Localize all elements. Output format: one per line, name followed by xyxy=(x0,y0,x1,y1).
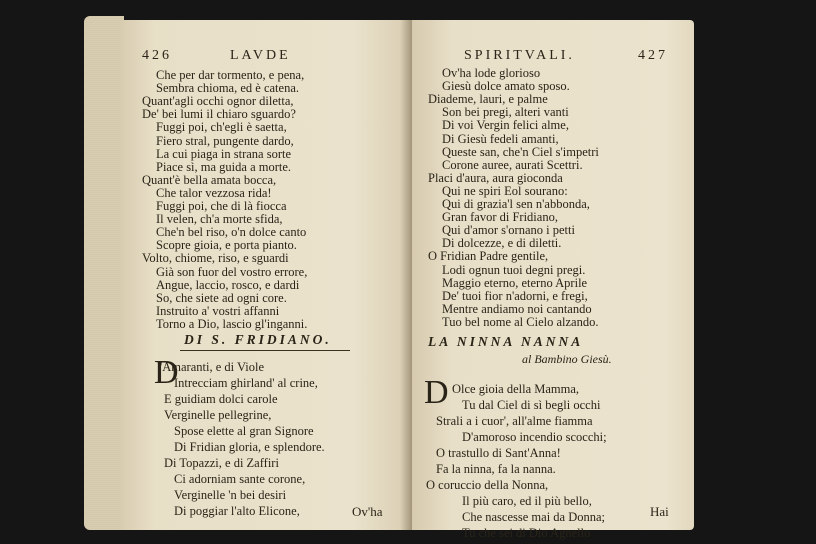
verse-line: Di voi Vergin felici alme, xyxy=(442,118,569,133)
right-section-subtitle: al Bambino Giesù. xyxy=(522,352,612,366)
left-page-number: 426 xyxy=(142,48,172,63)
verse-line: Intrecciam ghirland' al crine, xyxy=(174,376,318,390)
verse-line: Quant'agli occhi ognor diletta, xyxy=(142,94,294,109)
verse-line: Qui di grazia'l sen n'abbonda, xyxy=(442,197,590,211)
verse-line: Sembra chioma, ed è catena. xyxy=(156,81,299,96)
verse-line: D'amoroso incendio scocchi; xyxy=(462,430,607,444)
left-dropcap: D xyxy=(154,354,179,391)
verse-line: Verginelle 'n bei desiri xyxy=(174,488,287,502)
verse-line: Son bei pregi, alteri vanti xyxy=(442,105,569,120)
left-page xyxy=(120,20,412,530)
verse-line: De' bei lumi il chiaro sguardo? xyxy=(142,107,296,122)
verse-line: O trastullo di Sant'Anna! xyxy=(436,446,561,460)
verse-line: Che per dar tormento, e pena, xyxy=(156,68,305,82)
verse-line: Qui ne spiri Eol sourano: xyxy=(442,183,568,198)
open-book xyxy=(84,12,696,540)
verse-line: Angue, laccio, rosco, e dardi xyxy=(156,277,300,292)
verse-line: Mentre andiamo noi cantando xyxy=(442,301,592,316)
verse-line: Tu che sei di Dio Agnello xyxy=(462,526,591,540)
verse-line: Fuggi poi, che di là fiocca xyxy=(156,199,287,213)
verse-line: E guidiam dolci carole xyxy=(164,392,278,406)
left-running-head: LAVDE xyxy=(230,48,291,63)
verse-line: Fa la ninna, fa la nanna. xyxy=(436,462,556,476)
verse-line: La cui piaga in strana sorte xyxy=(156,146,292,161)
verse-line: Fuggi poi, ch'egli è saetta, xyxy=(156,120,287,135)
verse-line: Già son fuor del vostro errore, xyxy=(156,264,308,279)
verse-line: Volto, chiome, riso, e sguardi xyxy=(142,251,289,266)
verse-line: Verginelle pellegrine, xyxy=(164,408,272,422)
verse-line: Torno a Dio, lascio gl'inganni. xyxy=(156,316,308,331)
verse-line: Ov'ha lode glorioso xyxy=(442,66,541,80)
page-edges xyxy=(84,16,124,530)
verse-line: Che'n bel riso, o'n dolce canto xyxy=(156,225,307,240)
verse-line: Ci adorniam sante corone, xyxy=(174,472,306,486)
verse-line: So, che siete ad ogni core. xyxy=(156,290,287,305)
right-page-number: 427 xyxy=(638,48,668,63)
verse-line: Tuo bel nome al Cielo alzando. xyxy=(442,314,599,329)
verse-line: Il velen, ch'a morte sfida, xyxy=(156,212,283,227)
verse-line: Strali a i cuor', all'alme fiamma xyxy=(436,414,593,428)
verse-line: Scopre gioia, e porta pianto. xyxy=(156,238,297,253)
verse-line: Di Giesù fedeli amanti, xyxy=(442,131,559,146)
verse-line: Corone auree, aurati Scettri. xyxy=(442,157,583,172)
verse-line: O coruccio della Nonna, xyxy=(426,478,549,492)
verse-line: Piace sì, ma guida a morte. xyxy=(156,159,292,174)
right-catchword: Hai xyxy=(650,504,669,519)
verse-line: Olce gioia della Mamma, xyxy=(452,382,580,396)
verse-line: Quant'è bella amata bocca, xyxy=(142,172,277,187)
verse-line: Fiero stral, pungente dardo, xyxy=(156,133,294,148)
section-rule xyxy=(180,350,350,351)
verse-line: Di poggiar l'alto Elicone, xyxy=(174,504,300,518)
verse-line: Il più caro, ed il più bello, xyxy=(462,494,592,508)
verse-line: Di dolcezze, e di diletti. xyxy=(442,236,562,251)
verse-line: Di Fridian gloria, e splendore. xyxy=(174,440,325,454)
verse-line: Gran favor di Fridiano, xyxy=(442,210,558,225)
verse-line: Placi d'aura, aura gioconda xyxy=(428,170,563,185)
right-running-head: SPIRITVALI. xyxy=(464,48,575,63)
verse-line: Qui d'amor s'ornano i petti xyxy=(442,223,575,238)
verse-line: Queste san, che'n Ciel s'impetri xyxy=(442,144,599,159)
verse-line: Maggio eterno, eterno Aprile xyxy=(442,275,588,290)
verse-line: Diademe, lauri, e palme xyxy=(428,92,548,107)
left-catchword: Ov'ha xyxy=(352,504,383,519)
verse-line: Che talor vezzosa rida! xyxy=(156,185,272,200)
verse-line: Di Topazzi, e di Zaffiri xyxy=(164,456,279,470)
right-section-title: LA NINNA NANNA xyxy=(428,334,584,349)
verse-line: Che nascesse mai da Donna; xyxy=(462,510,606,524)
left-section-title: DI S. FRIDIANO. xyxy=(184,332,332,347)
right-page xyxy=(412,20,694,540)
verse-line: Tu dal Ciel di sì begli occhi xyxy=(462,398,601,412)
right-dropcap: D xyxy=(424,374,449,411)
verse-line: Lodi ognun tuoi degni pregi. xyxy=(442,262,586,277)
verse-line: 'Amaranti, e di Viole xyxy=(160,360,265,374)
verse-line: Spose elette al gran Signore xyxy=(174,424,314,438)
verse-line: Giesù dolce amato sposo. xyxy=(442,79,570,94)
verse-line: De' tuoi fior n'adorni, e fregi, xyxy=(442,288,588,303)
verse-line: Instruito a' vostri affanni xyxy=(156,303,280,318)
verse-line: O Fridian Padre gentile, xyxy=(428,249,549,264)
